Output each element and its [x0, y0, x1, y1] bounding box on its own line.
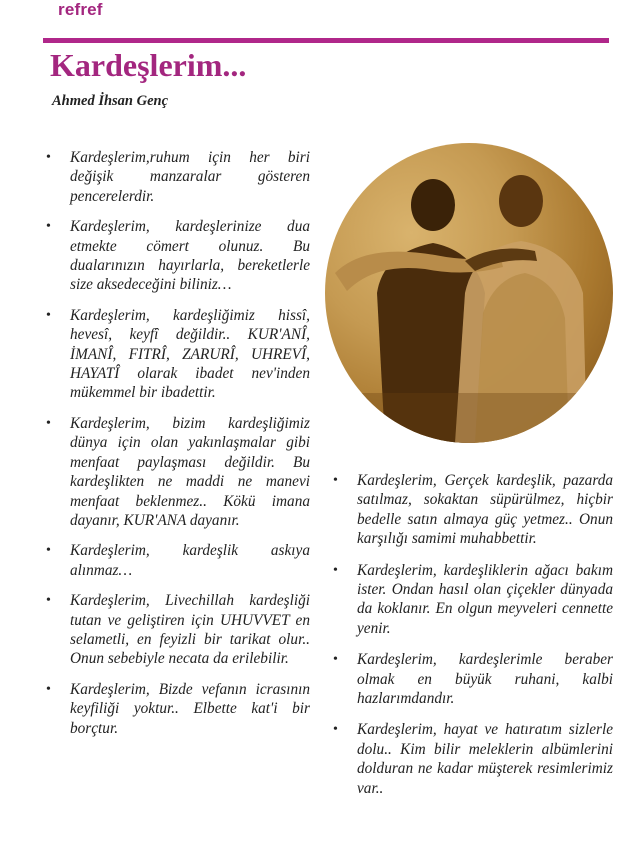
list-item: • Kardeşlerim, Gerçek kardeşlik, pazarda satılmaz, sokaktan süpürülmez, hiçbir bedelle satın almaya güç yetmez.. Onun karşılığı samimi muhabbettir.	[333, 471, 613, 549]
left-column-list	[46, 148, 310, 749]
list-item: • Kardeşlerim, Livechillah kardeşliği tutan ve geliştiren için UHUVVET en selametli, en feyizli bir tarikat olur.. Onun sebebiyle necata da erilebilir.	[46, 591, 310, 669]
right-column-list	[333, 471, 613, 810]
list-item: • Kardeşlerim, kardeşliklerin ağacı bakım ister. Ondan hasıl olan çiçekler dünyada da koklanır. En olgun meyveleri cennette yenir.	[333, 561, 613, 639]
list-item: • Kardeşlerim, kardeşliğimiz hissî, hevesî, keyfî değildir.. KUR'ANÎ, İMANÎ, FITRÎ, ZARURÎ, UHREVÎ, HAYATÎ olarak ibadet nev'inden mükemmel bir ibadettir.	[46, 306, 310, 403]
list-item: • Kardeşlerim, hayat ve hatıratım sizlerle dolu.. Kim bilir meleklerin albümlerini dolduran ne kadar müşterek resimlerimiz var..	[333, 720, 613, 798]
list-item: • Kardeşlerim, bizim kardeşliğimiz dünya için olan yakınlaşmalar gibi menfaat paylaşması değildir. Bu kardeşlikten ne maddi ne manevi menfaat beklenmez.. Kökü imana dayanır, KUR'ANA dayanır.	[46, 414, 310, 530]
article-author: Ahmed İhsan Genç	[52, 93, 169, 109]
list-item: • Kardeşlerim,ruhum için her biri değişik manzaralar gösteren pencerelerdir.	[46, 148, 310, 206]
brand-name: refref	[58, 0, 103, 19]
list-item: • Kardeşlerim, Bizde vefanın icrasının keyfiliği yoktur.. Elbette kat'i bir borçtur.	[46, 680, 310, 738]
list-item: • Kardeşlerim, kardeşlerimle beraber olmak en büyük ruhani, kalbi hazlarımdandır.	[333, 650, 613, 708]
header-rule	[43, 38, 609, 43]
brothers-illustration	[325, 143, 613, 443]
list-item: • Kardeşlerim, kardeşlerinize dua etmekte cömert olunuz. Bu dualarınızın hayırlarla, bereketlerle size aksedeceğini biliniz…	[46, 217, 310, 295]
list-item: • Kardeşlerim, kardeşlik askıya alınmaz…	[46, 541, 310, 580]
brothers-photo	[325, 143, 613, 443]
article-title: Kardeşlerim...	[50, 47, 247, 83]
